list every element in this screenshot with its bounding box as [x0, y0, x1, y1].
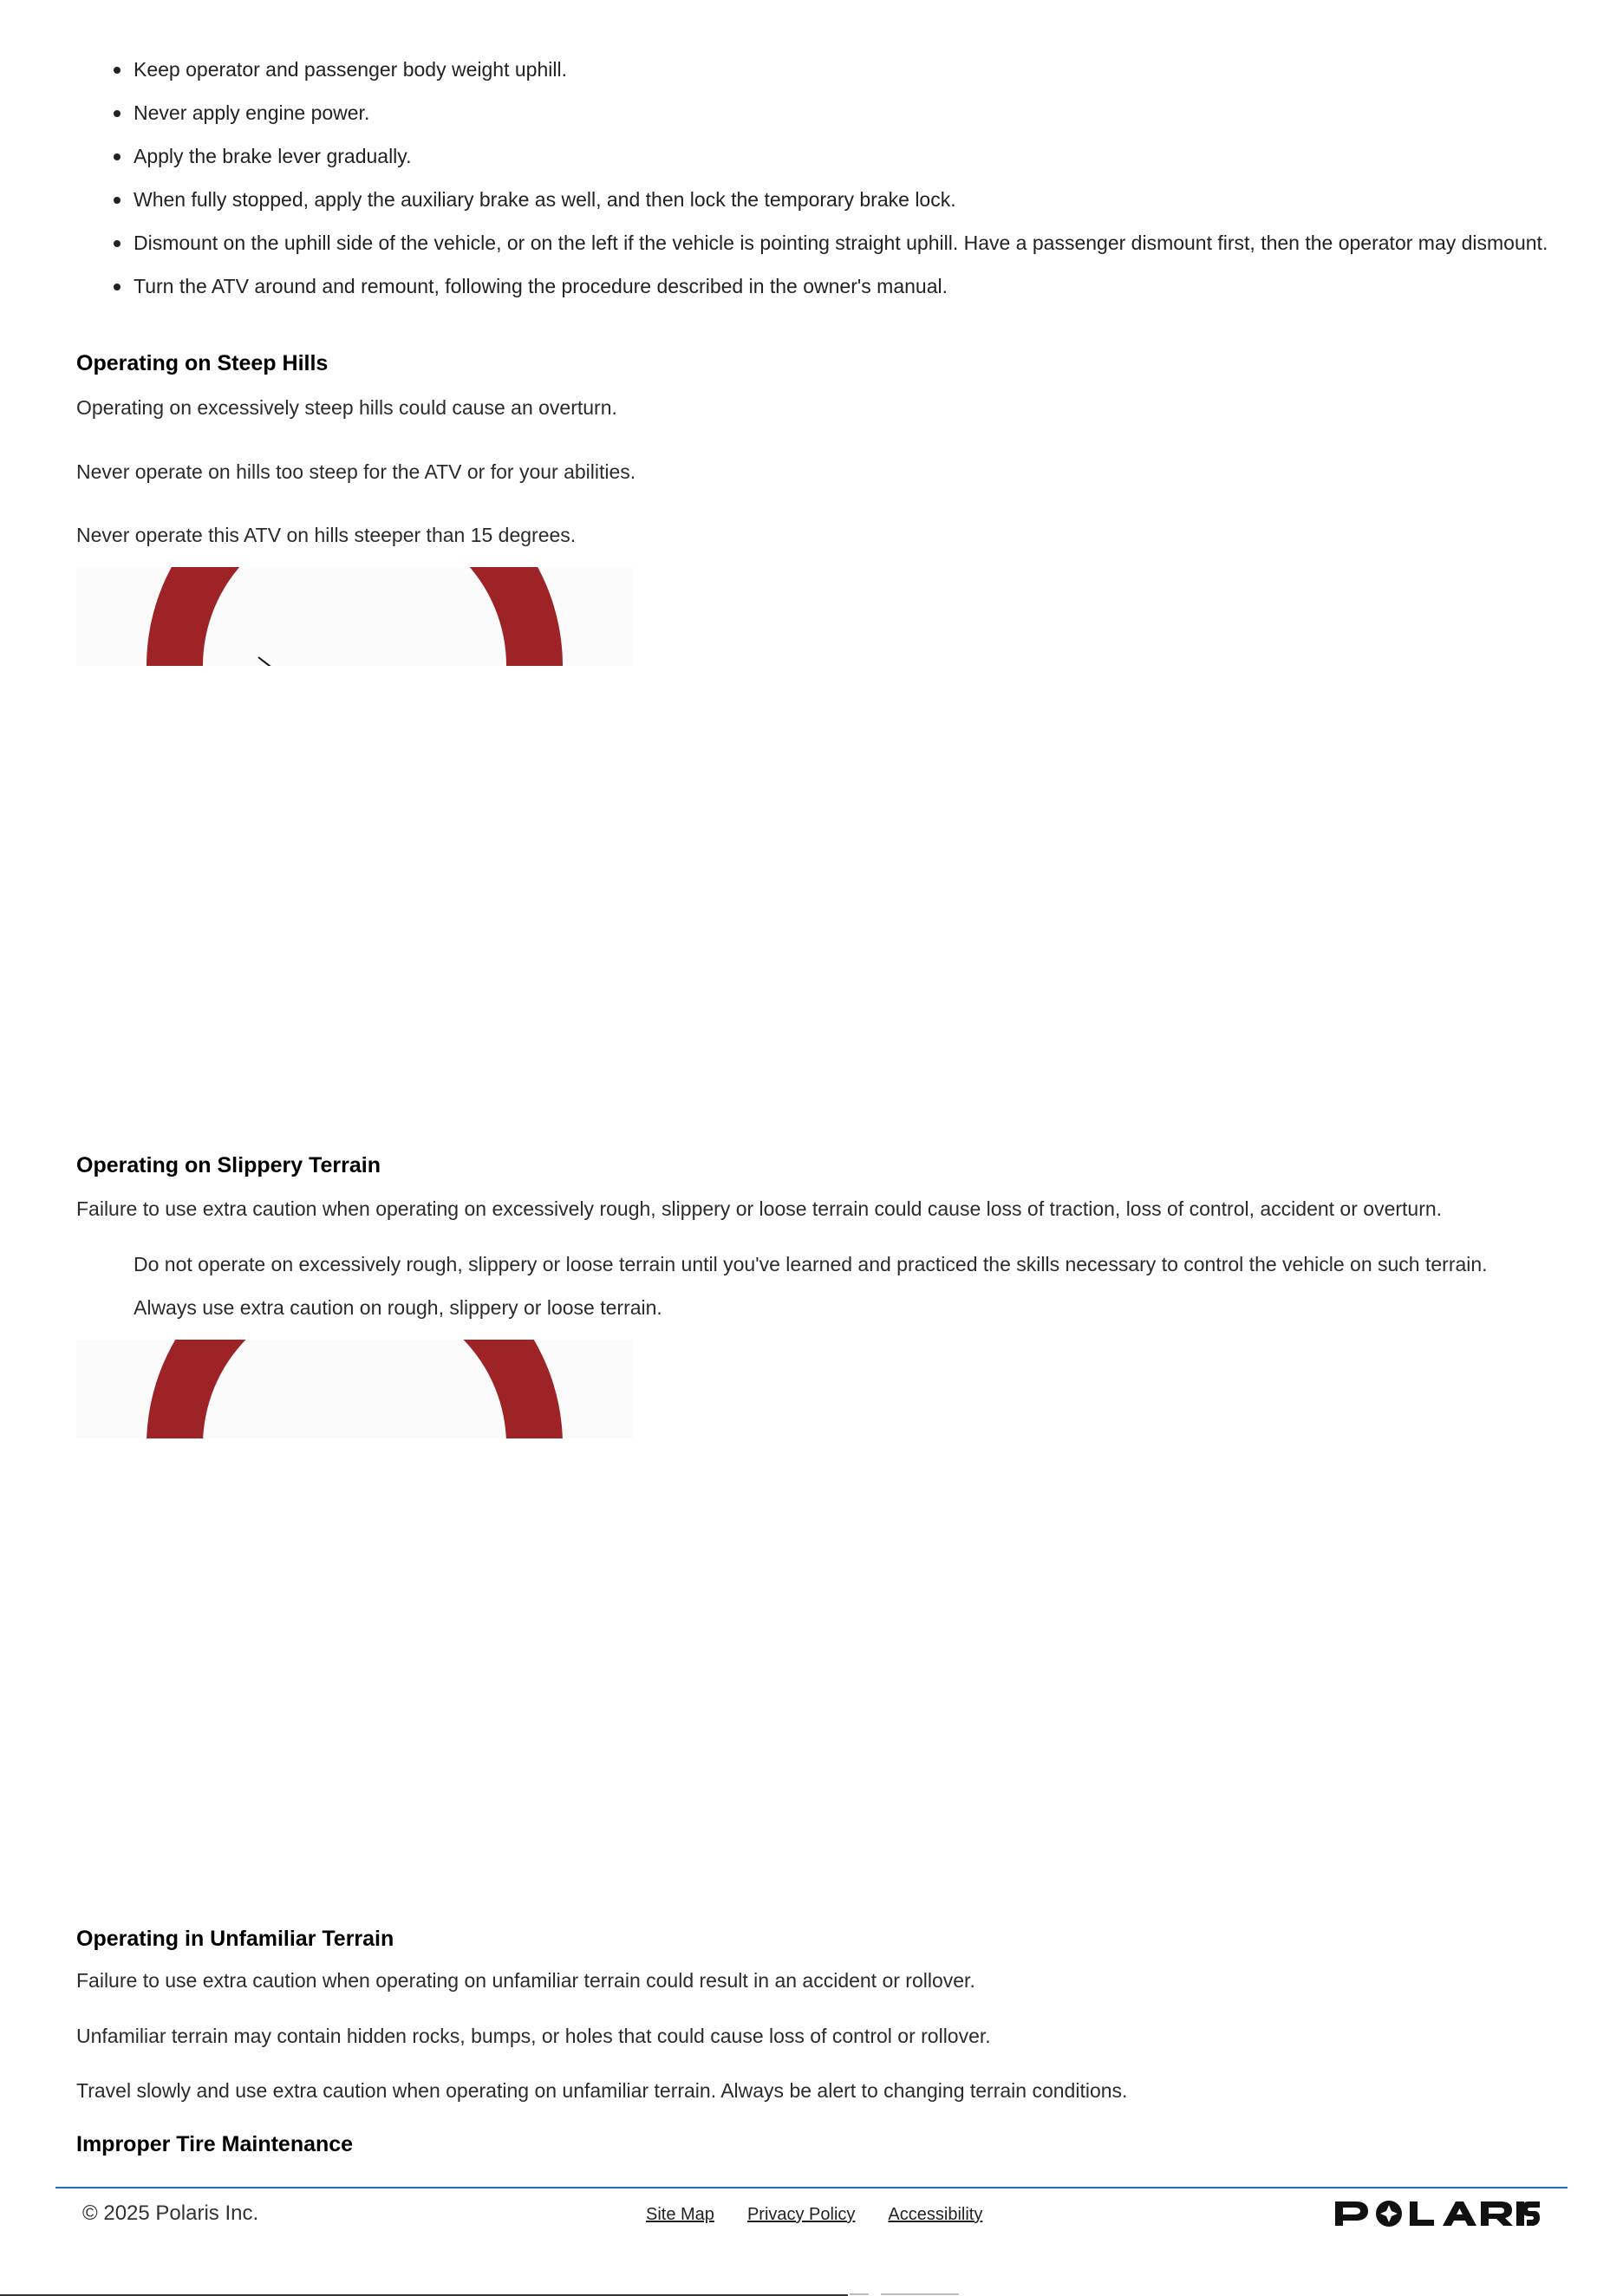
steep-hills-paragraph: Never operate on hills too steep for the ATV or for your abilities. [76, 460, 636, 483]
footer-links [646, 2202, 982, 2227]
slippery-terrain-indent-line: Always use extra caution on rough, slippery or loose terrain. [134, 1296, 662, 1319]
steep-hills-heading: Operating on Steep Hills [76, 351, 329, 375]
slippery-terrain-paragraph: Failure to use extra caution when operating on excessively rough, slippery or loose terrain could cause loss of traction, loss of control, accident or overturn. [76, 1197, 1443, 1220]
footer-copyright: © 2025 Polaris Inc. [82, 2201, 259, 2225]
bullet-item: Keep operator and passenger body weight uphill. [76, 54, 1550, 85]
accessibility-link[interactable]: Accessibility [888, 2205, 983, 2224]
privacy-policy-link[interactable]: Privacy Policy [746, 2205, 856, 2224]
site-map-link[interactable]: Site Map [646, 2205, 714, 2224]
unfamiliar-terrain-heading: Operating in Unfamiliar Terrain [76, 1927, 394, 1951]
tire-maintenance-heading: Improper Tire Maintenance [76, 2132, 354, 2156]
bottom-border-fragment [850, 2293, 869, 2295]
steep-hill-warning-figure [76, 567, 633, 1103]
bottom-border-fragment [881, 2293, 959, 2295]
unfamiliar-terrain-paragraph: Failure to use extra caution when operating on unfamiliar terrain could result in an accident or rollover. [76, 1969, 975, 1992]
bullet-item: Dismount on the uphill side of the vehicle, or on the left if the vehicle is pointing straight uphill. Have a passenger dismount first, then the operator may dismount. [76, 227, 1550, 258]
steep-hills-paragraph: Operating on excessively steep hills could cause an overturn. [76, 396, 617, 419]
bullet-item: When fully stopped, apply the auxiliary brake as well, and then lock the temporary brake lock. [76, 184, 1550, 215]
bullet-item: Apply the brake lever gradually. [76, 140, 1550, 172]
slippery-terrain-warning-figure [76, 1340, 633, 1875]
bullet-item: Never apply engine power. [76, 97, 1550, 128]
slippery-terrain-indent-line: Do not operate on excessively rough, slippery or loose terrain until you've learned and practiced the skills necessary to control the vehicle on such terrain. [134, 1253, 1488, 1275]
footer-divider [55, 2187, 1568, 2188]
warning-arch-icon [76, 567, 633, 666]
polaris-logo[interactable] [1333, 2199, 1540, 2228]
warning-arch-icon [76, 1340, 633, 1438]
bullet-item: Turn the ATV around and remount, following the procedure described in the owner's manual. [76, 271, 1550, 302]
unfamiliar-terrain-paragraph: Travel slowly and use extra caution when operating on unfamiliar terrain. Always be alert to changing terrain conditions. [76, 2079, 1128, 2102]
slippery-terrain-heading: Operating on Slippery Terrain [76, 1153, 381, 1177]
steep-hills-paragraph: Never operate this ATV on hills steeper than 15 degrees. [76, 524, 577, 546]
unfamiliar-terrain-paragraph: Unfamiliar terrain may contain hidden rocks, bumps, or holes that could cause loss of control or rollover. [76, 2025, 991, 2047]
procedure-bullet-list [76, 54, 1550, 314]
